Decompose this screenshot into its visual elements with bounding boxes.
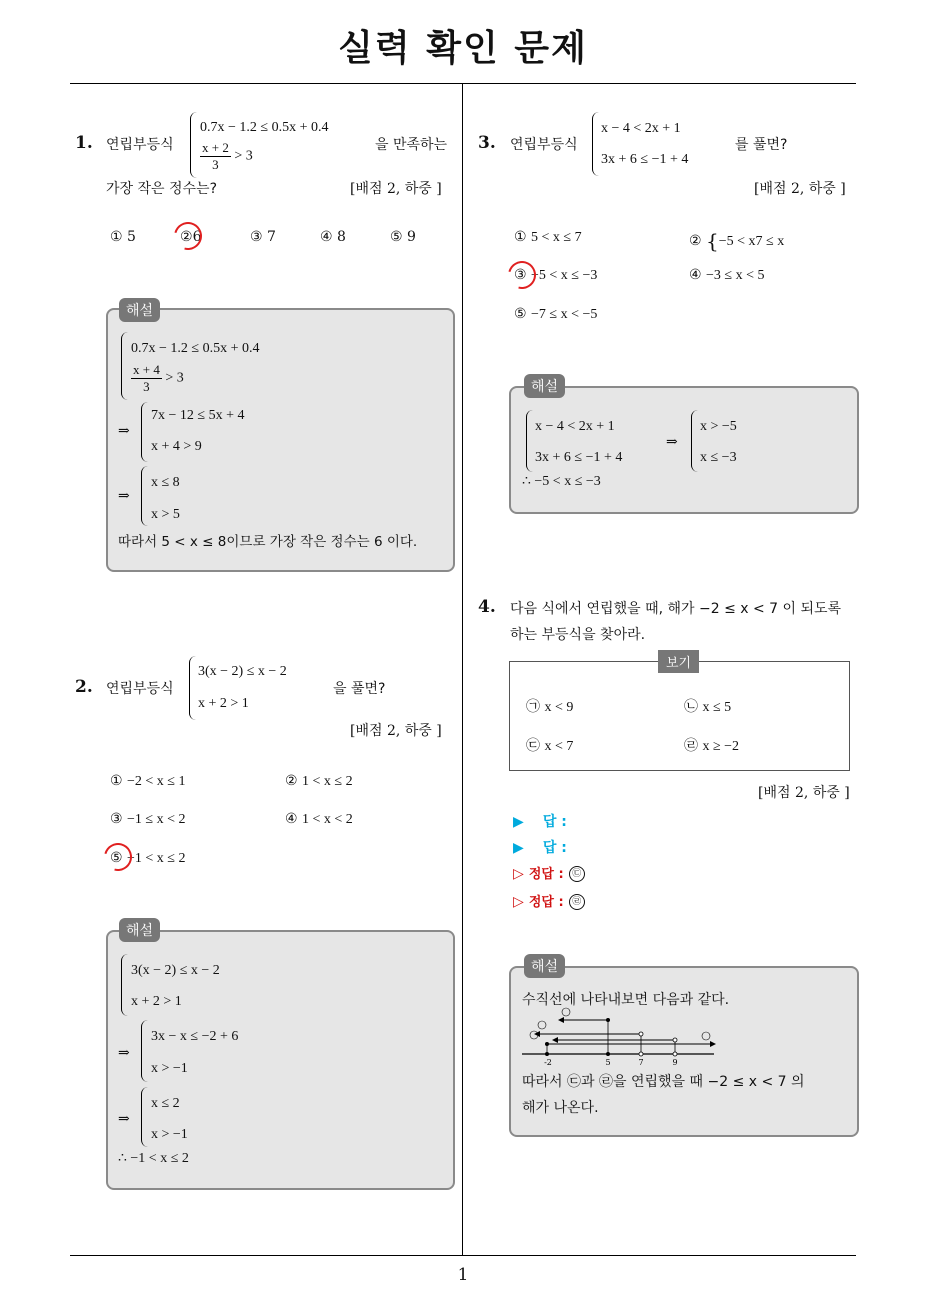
q2-ineq2: x + 2 > 1 (198, 696, 249, 711)
q1-ineq2 (200, 140, 253, 173)
q1-sol-c1: x ≤ 8 (151, 475, 180, 490)
triangle-outline-icon: ▷ (513, 866, 524, 882)
q3-ineq2: 3x + 6 ≤ −1 + 4 (601, 152, 689, 167)
q2-sol-c2: x > −1 (151, 1127, 188, 1142)
q2-ineq1: 3(x − 2) ≤ x − 2 (198, 664, 287, 679)
q1-choice-1[interactable]: ① 5 (110, 229, 136, 245)
q1-sol-arrow-1: ⇒ (118, 424, 130, 439)
q3-choice-3[interactable]: ③ −5 < x ≤ −3 (514, 267, 598, 283)
q2-sol-arrow-1: ⇒ (118, 1046, 130, 1061)
q3-ineq1: x − 4 < 2x + 1 (601, 121, 681, 136)
q3-choice-1[interactable]: ① 5 < x ≤ 7 (514, 229, 582, 245)
page-title: 실력 확인 문제 (338, 28, 588, 69)
play-icon: ▶ (513, 814, 524, 830)
q2-lead: 연립부등식 (106, 681, 174, 697)
q1-sol-brace-c (141, 466, 148, 526)
q4-answer-1[interactable]: ▶ 답 : (513, 814, 567, 830)
tick-label-4: 9 (672, 1058, 678, 1067)
q1-sol-brace-a (121, 332, 128, 400)
q3-after: 를 풀면? (735, 137, 788, 153)
q1-brace (190, 112, 197, 178)
q2-brace (189, 656, 196, 720)
q2-sol-arrow-2: ⇒ (118, 1112, 130, 1127)
tick-label-2: 5 (605, 1058, 611, 1067)
q2-sol-c1: x ≤ 2 (151, 1096, 180, 1111)
q4-bogi-2: ㉡ x ≤ 5 (684, 699, 732, 715)
q1-sol-c2: x > 5 (151, 507, 180, 522)
q2-sol-b2: x > −1 (151, 1061, 188, 1076)
q3-sol-conclusion: ∴ −5 < x ≤ −3 (522, 474, 601, 489)
q4-correct-mark-2: ㉣ (569, 894, 585, 910)
q3-sol-a2: 3x + 6 ≤ −1 + 4 (535, 450, 623, 465)
q2-choice-4[interactable]: ④ 1 < x < 2 (285, 811, 353, 827)
q2-sol-b1: 3x − x ≤ −2 + 6 (151, 1029, 239, 1044)
q3-choice-5[interactable]: ⑤ −7 ≤ x < −5 (514, 306, 598, 322)
q3-lead: 연립부등식 (510, 137, 578, 153)
column-divider (462, 84, 463, 1256)
q1-after: 을 만족하는 (375, 137, 448, 153)
q3-brace (592, 112, 599, 176)
ray-a-arrow (552, 1037, 558, 1043)
q1-sol-brace-b (141, 402, 148, 462)
q1-line2: 가장 작은 정수는? (106, 181, 217, 197)
tick-label-3: 7 (638, 1058, 644, 1067)
q2-sol-brace-c (141, 1087, 148, 1147)
q1-sol-a2: $\frac{x + 4}{3}$ > 3 (133, 362, 184, 394)
tick-label-1: -2 (544, 1058, 552, 1067)
q2-sol-a1: 3(x − 2) ≤ x − 2 (131, 963, 220, 978)
q2-after: 을 풀면? (333, 681, 386, 697)
q4-number-line (518, 1004, 718, 1070)
q1-sol-conclusion: 따라서 5 < x ≤ 8이므로 가장 작은 정수는 6 이다. (118, 534, 418, 550)
q3-choice-2[interactable]: ② {−5 < x7 ≤ x (689, 229, 785, 253)
q4-bogi-1: ㉠ x < 9 (526, 699, 574, 715)
q4-bogi-3: ㉢ x < 7 (526, 738, 574, 754)
q1-sol-arrow-2: ⇒ (118, 489, 130, 504)
q4-line1: 다음 식에서 연립했을 때, 해가 −2 ≤ x < 7 이 되도록 (510, 601, 842, 617)
q3-sol-b2: x ≤ −3 (700, 450, 737, 465)
footer-rule (70, 1255, 856, 1256)
q1-choice-2[interactable]: ②6 (180, 229, 202, 245)
q2-sol-conclusion: ∴ −1 < x ≤ 2 (118, 1151, 189, 1166)
q4-sol-text3: 해가 나온다. (522, 1100, 599, 1116)
q4-bogi-tag: 보기 (658, 650, 699, 673)
q4-grade: [배점 2, 하중 ] (758, 785, 850, 801)
page-number: 1 (457, 1265, 469, 1285)
q3-choice-4[interactable]: ④ −3 ≤ x < 5 (689, 267, 765, 283)
q1-sol-b1: 7x − 12 ≤ 5x + 4 (151, 408, 245, 423)
q3-sol-arrow: ⇒ (666, 435, 678, 450)
q1-grade: [배점 2, 하중 ] (350, 181, 442, 197)
q2-sol-brace-b (141, 1020, 148, 1082)
q4-correct-2: ▷ 정답 : ㉣ (513, 891, 585, 910)
q1-solution-tag: 해설 (119, 298, 160, 322)
q2-choice-3[interactable]: ③ −1 ≤ x < 2 (110, 811, 186, 827)
q1-frac-num: x + 2 (202, 140, 229, 155)
q3-sol-brace-b (691, 410, 698, 472)
q4-solution-tag: 해설 (524, 954, 565, 978)
triangle-outline-icon: ▷ (513, 894, 524, 910)
play-icon: ▶ (513, 840, 524, 856)
q3-answer-circle (503, 256, 541, 294)
q4-bogi-4: ㉣ x ≥ −2 (684, 738, 740, 754)
q4-correct-1: ▷ 정답 : ㉢ (513, 863, 585, 882)
q1-choice-4[interactable]: ④ 8 (320, 229, 346, 245)
q2-sol-a2: x + 2 > 1 (131, 994, 182, 1009)
q2-sol-brace-a (121, 954, 128, 1016)
header-rule (70, 83, 856, 84)
q2-solution-tag: 해설 (119, 918, 160, 942)
q1-frac-tail: > 3 (234, 148, 253, 164)
q4-sol-text2: 따라서 ㉢과 ㉣을 연립했을 때 −2 ≤ x < 7 의 (522, 1074, 805, 1090)
q4-number: 4. (478, 597, 496, 617)
q1-ineq1: 0.7x − 1.2 ≤ 0.5x + 0.4 (200, 120, 329, 135)
q1-sol-b2: x + 4 > 9 (151, 439, 202, 454)
q4-answer-2[interactable]: ▶ 답 : (513, 840, 567, 856)
q1-lead: 연립부등식 (106, 137, 174, 153)
q1-answer-circle (169, 217, 207, 255)
q1-sol-a1: 0.7x − 1.2 ≤ 0.5x + 0.4 (131, 341, 260, 356)
q2-choice-5[interactable]: ⑤ −1 < x ≤ 2 (110, 850, 186, 866)
q3-solution-tag: 해설 (524, 374, 565, 398)
q2-grade: [배점 2, 하중 ] (350, 723, 442, 739)
q4-line2: 하는 부등식을 찾아라. (510, 627, 646, 643)
q3-sol-b1: x > −5 (700, 419, 737, 434)
q4-sol-text1: 수직선에 나타내보면 다음과 같다. (522, 992, 730, 1008)
q2-choice-1[interactable]: ① −2 < x ≤ 1 (110, 773, 186, 789)
q3-number: 3. (478, 133, 496, 153)
q1-choice-3[interactable]: ③ 7 (250, 229, 276, 245)
q1-number: 1. (75, 133, 93, 153)
q2-answer-circle (99, 838, 137, 876)
q3-sol-a1: x − 4 < 2x + 1 (535, 419, 615, 434)
q3-grade: [배점 2, 하중 ] (754, 181, 846, 197)
q4-correct-mark-1: ㉢ (569, 866, 585, 882)
q3-sol-brace-a (526, 410, 533, 472)
q1-choice-5[interactable]: ⑤ 9 (390, 229, 416, 245)
q1-frac-den: 3 (212, 157, 219, 172)
q2-number: 2. (75, 677, 93, 697)
q2-choice-2[interactable]: ② 1 < x ≤ 2 (285, 773, 353, 789)
